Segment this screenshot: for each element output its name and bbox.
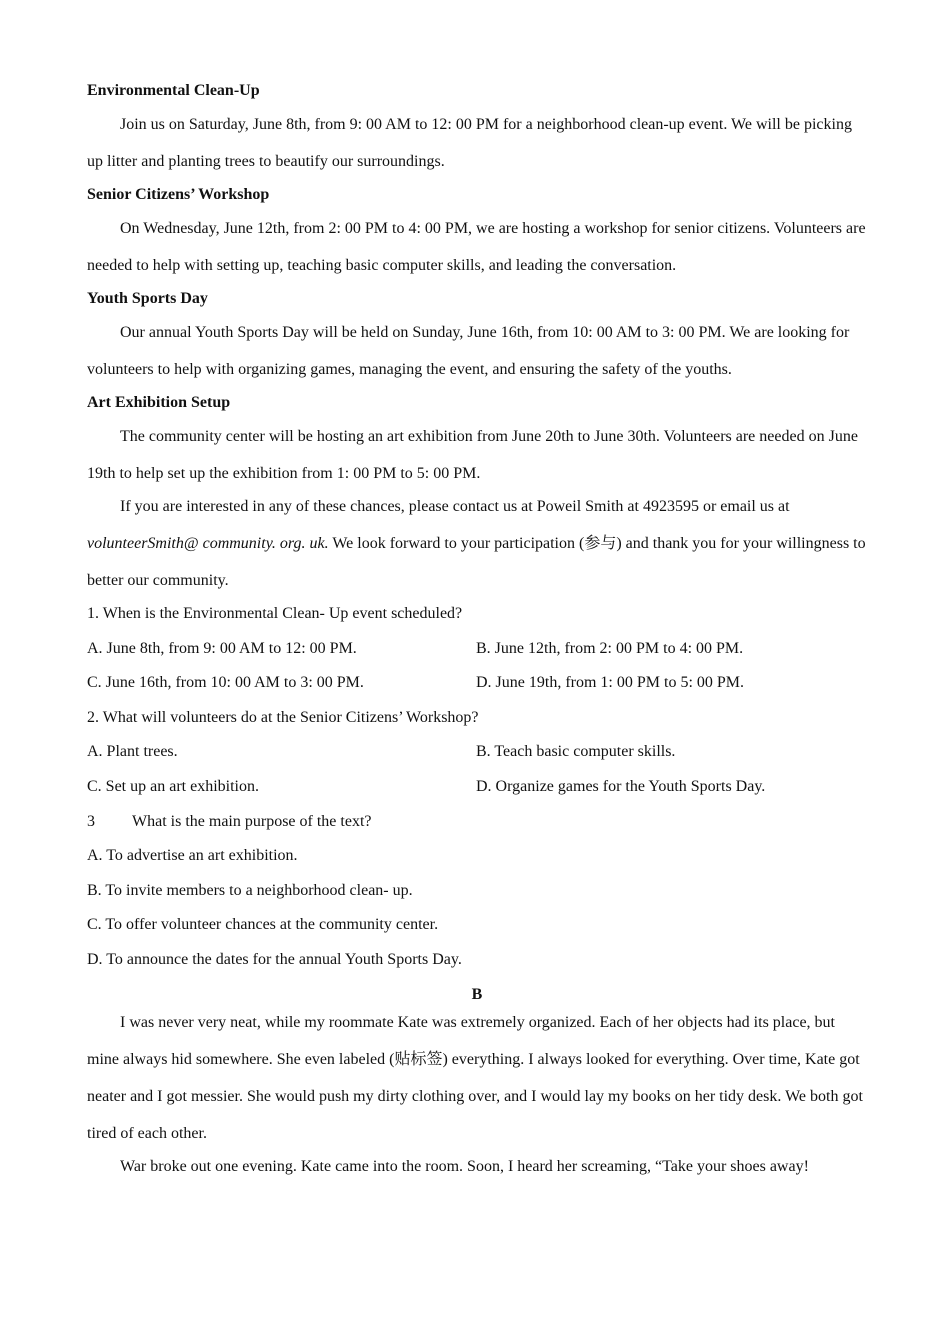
question-3-option-a: A. To advertise an art exhibition.	[87, 847, 298, 865]
event-title-clean-up: Environmental Clean-Up	[87, 82, 260, 99]
document-page	[87, 80, 867, 1189]
question-1-option-c: C. June 16th, from 10: 00 AM to 3: 00 PM.	[87, 674, 364, 692]
question-3-option-b: B. To invite members to a neighborhood clean- up.	[87, 881, 413, 899]
question-2-stem: 2. What will volunteers do at the Senior Citizens’ Workshop?	[87, 708, 479, 726]
question-2-options-row-2	[87, 776, 867, 798]
question-3-option-d: D. To announce the dates for the annual Youth Sports Day.	[87, 950, 462, 968]
question-3-stem: What is the main purpose of the text?	[132, 812, 372, 830]
question-3-stem-line	[87, 811, 867, 833]
event-text-youth-sports: Our annual Youth Sports Day will be held on Sunday, June 16th, from 10: 00 AM to 3: 00 PM. We are looking for volunteers to help with organizing games, managing the event, and ensuring the safety of the youths.	[87, 324, 850, 378]
question-1-options-row-1	[87, 638, 867, 660]
contact-paragraph	[87, 488, 867, 599]
question-2-option-a: A. Plant trees.	[87, 743, 178, 761]
event-text-senior-workshop: On Wednesday, June 12th, from 2: 00 PM to 4: 00 PM, we are hosting a workshop for senior citizens. Volunteers are needed to help with setting up, teaching basic computer skills, and leading the conversation.	[87, 220, 866, 274]
event-title-youth-sports: Youth Sports Day	[87, 290, 208, 307]
contact-email: volunteerSmith@ community. org. uk.	[87, 535, 329, 552]
question-2-option-c: C. Set up an art exhibition.	[87, 777, 259, 795]
question-1-option-b: B. June 12th, from 2: 00 PM to 4: 00 PM.	[476, 639, 744, 657]
contact-text-before: If you are interested in any of these chances, please contact us at Poweil Smith at 4923595 or email us at	[120, 498, 790, 515]
event-text-clean-up: Join us on Saturday, June 8th, from 9: 00 AM to 12: 00 PM for a neighborhood clean-up event. We will be picking up litter and planting trees to beautify our surroundings.	[87, 116, 852, 170]
event-title-senior-workshop: Senior Citizens’ Workshop	[87, 186, 270, 203]
question-3-number: 3	[87, 812, 95, 830]
event-text-art-exhibition: The community center will be hosting an art exhibition from June 20th to June 30th. Volunteers are needed on June 19th to help set up the exhibition from 1: 00 PM to 5: 00 PM.	[87, 428, 858, 482]
question-1-option-d: D. June 19th, from 1: 00 PM to 5: 00 PM.	[476, 674, 745, 692]
question-3-option-c: C. To offer volunteer chances at the community center.	[87, 916, 439, 934]
passage-b-paragraph-2: War broke out one evening. Kate came into the room. Soon, I heard her screaming, “Take your shoes away!	[120, 1157, 809, 1175]
question-1-stem: 1. When is the Environmental Clean- Up event scheduled?	[87, 605, 463, 622]
question-2-option-d: D. Organize games for the Youth Sports Day.	[476, 777, 766, 795]
question-1-options-row-2	[87, 672, 867, 694]
section-b-heading: B	[471, 985, 483, 1003]
question-1-option-a: A. June 8th, from 9: 00 AM to 12: 00 PM.	[87, 639, 357, 657]
event-title-art-exhibition: Art Exhibition Setup	[87, 394, 231, 411]
question-2-options-row-1	[87, 741, 867, 763]
question-2-option-b: B. Teach basic computer skills.	[476, 743, 676, 761]
passage-b-paragraph-1: I was never very neat, while my roommate Kate was extremely organized. Each of her objects had its place, but mine always hid somewhere. She even labeled (贴标签) everything. I always looked for everything. Over time, Kate got neater and I got messier. She would push my dirty clothing over, and I would lay my books on her tidy desk. We both got tired of each other.	[87, 1013, 863, 1142]
contact-text-after: We look forward to your participation (参与) and thank you for your willingness to better our community.	[87, 535, 866, 589]
